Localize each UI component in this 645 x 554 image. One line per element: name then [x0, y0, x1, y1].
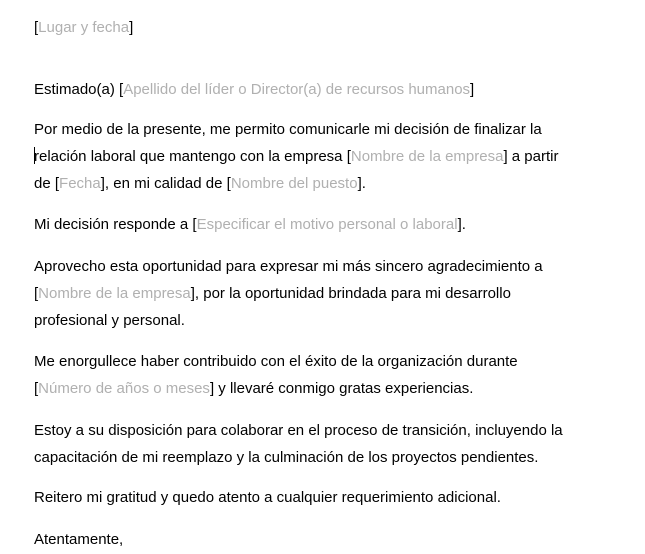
text-run: relación laboral que mantengo con la empresa [	[34, 148, 351, 165]
bracket-open: [	[34, 19, 39, 36]
text-run: ].	[457, 216, 466, 233]
text-run: [	[34, 380, 39, 397]
placeholder-place-date[interactable]: Lugar y fecha	[38, 19, 130, 36]
paragraph-line: profesional y personal.	[34, 312, 185, 329]
closing-line[interactable]: Atentamente,	[34, 531, 124, 548]
text-run: de [	[34, 175, 60, 192]
placeholder-recipient[interactable]: Apellido del líder o Director(a) de recursos humanos	[123, 81, 471, 98]
paragraph-line	[34, 143, 558, 170]
placeholder-company-name[interactable]: Nombre de la empresa	[38, 285, 191, 302]
text-run: ], en mi calidad de [	[100, 175, 231, 192]
text-run: ], por la oportunidad brindada para mi desarrollo	[190, 285, 511, 302]
placeholder-date[interactable]: Fecha	[59, 175, 101, 192]
place-date-line[interactable]	[34, 14, 133, 41]
text-run: ].	[357, 175, 366, 192]
paragraph-line	[34, 211, 466, 238]
greeting-line[interactable]	[34, 76, 474, 103]
text-run: [	[34, 285, 39, 302]
paragraph-line: Por medio de la presente, me permito comunicarle mi decisión de finalizar la	[34, 121, 542, 138]
paragraph-line	[34, 375, 473, 402]
bracket-close: ]	[129, 19, 134, 36]
paragraph-line	[34, 170, 366, 197]
paragraph-line: Me enorgullece haber contribuido con el éxito de la organización durante	[34, 353, 518, 370]
paragraph-line: capacitación de mi reemplazo y la culminación de los proyectos pendientes.	[34, 449, 539, 466]
placeholder-reason[interactable]: Especificar el motivo personal o laboral	[196, 216, 458, 233]
placeholder-tenure[interactable]: Número de años o meses	[38, 380, 210, 397]
placeholder-job-title[interactable]: Nombre del puesto	[230, 175, 358, 192]
paragraph-line: Reitero mi gratitud y quedo atento a cualquier requerimiento adicional.	[34, 489, 501, 506]
paragraph-line: Aprovecho esta oportunidad para expresar mi más sincero agradecimiento a	[34, 258, 543, 275]
paragraph-line: Estoy a su disposición para colaborar en el proceso de transición, incluyendo la	[34, 422, 563, 439]
placeholder-company-name[interactable]: Nombre de la empresa	[350, 148, 504, 165]
text-run: ] y llevaré conmigo gratas experiencias.	[209, 380, 474, 397]
paragraph-line	[34, 280, 511, 307]
text-run: Mi decisión responde a [	[34, 216, 197, 233]
text-run: ] a partir	[503, 148, 559, 165]
greeting-text: Estimado(a) [	[34, 81, 124, 98]
bracket-close: ]	[470, 81, 475, 98]
